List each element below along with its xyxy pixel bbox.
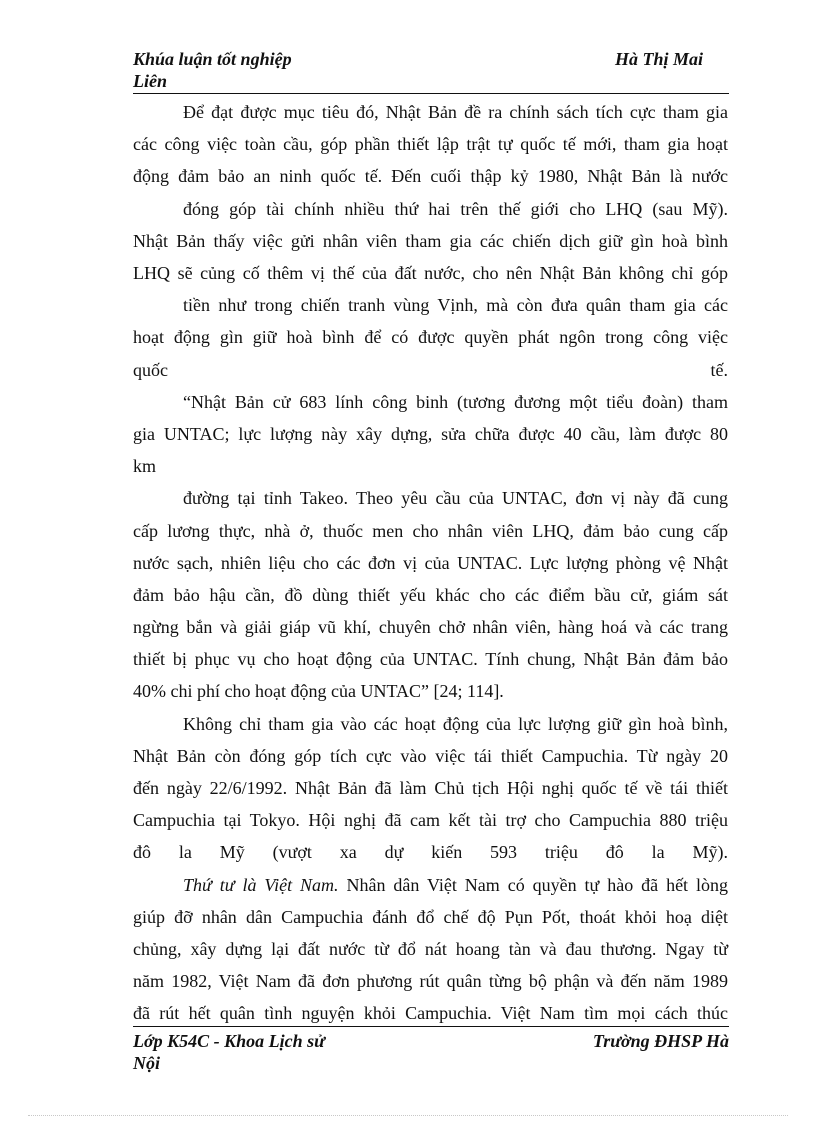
italic-lead-text: Thứ tư là Việt Nam.: [183, 875, 339, 895]
body-line-rest: Nhân dân Việt Nam có quyền tự hào đã hết lòng: [346, 875, 728, 895]
body-line: năm 1982, Việt Nam đã đơn phương rút quân từng bộ phận và đến năm 1989: [133, 971, 728, 991]
body-line-italic-lead: [183, 873, 728, 897]
body-line: Để đạt được mục tiêu đó, Nhật Bản đề ra chính sách tích cực tham gia: [183, 102, 728, 122]
quote-line: đảm bảo hậu cần, đồ dùng thiết yếu khác cho các điểm bầu cử, giám sát: [133, 585, 728, 605]
body-line: các công việc toàn cầu, góp phần thiết lập trật tự quốc tế mới, tham gia hoạt: [133, 134, 728, 154]
quote-line: thiết bị phục vụ cho hoạt động của UNTAC. Tính chung, Nhật Bản đảm bảo: [133, 649, 728, 669]
header-author-name-wrap: Liên: [133, 71, 167, 91]
header-thesis-label: Khúa luận tốt nghiệp: [133, 49, 292, 69]
header-author-name: Hà Thị Mai: [614, 49, 703, 69]
quote-line: gia UNTAC; lực lượng này xây dựng, sửa chữa được 40 cầu, làm được 80: [133, 424, 728, 444]
body-line: Không chỉ tham gia vào các hoạt động của lực lượng giữ gìn hoà bình,: [183, 714, 728, 734]
body-line: đô la Mỹ (vượt xa dự kiến 593 triệu đô la Mỹ).: [133, 842, 728, 862]
body-line: Nhật Bản thấy việc gửi nhân viên tham gia các chiến dịch giữ gìn hoà bình: [133, 231, 728, 251]
quote-line: cấp lương thực, nhà ở, thuốc men cho nhân viên LHQ, đảm bảo cung cấp: [133, 521, 728, 541]
body-line: giúp đỡ nhân dân Campuchia đánh đổ chế độ Pụn Pốt, thoát khỏi hoạ diệt: [133, 907, 728, 927]
body-line: Campuchia tại Tokyo. Hội nghị đã cam kết tài trợ cho Campuchia 880 triệu: [133, 810, 728, 830]
body-line: đóng góp tài chính nhiều thứ hai trên thế giới cho LHQ (sau Mỹ).: [183, 199, 728, 219]
quote-line: km: [133, 456, 157, 476]
quote-line: “Nhật Bản cử 683 lính công binh (tương đương một tiểu đoàn) tham: [183, 392, 728, 412]
quote-line: 40% chi phí cho hoạt động của UNTAC” [24; 114].: [133, 681, 504, 701]
page-bottom-dotted-border: [28, 1115, 788, 1116]
quote-line: đường tại tỉnh Takeo. Theo yêu cầu của UNTAC, đơn vị này đã cung: [183, 488, 728, 508]
body-line: LHQ sẽ củng cố thêm vị thế của đất nước, cho nên Nhật Bản không chỉ góp: [133, 263, 728, 283]
footer-class-label: Lớp K54C - Khoa Lịch sử: [133, 1031, 325, 1051]
body-line: Nhật Bản còn đóng góp tích cực vào việc tái thiết Campuchia. Từ ngày 20: [133, 746, 728, 766]
footer-university-label: Trường ĐHSP Hà: [592, 1031, 729, 1051]
quote-line: nước sạch, nhiên liệu cho các đơn vị của UNTAC. Lực lượng phòng vệ Nhật: [133, 553, 728, 573]
header-rule: [133, 93, 729, 94]
body-line: tiền như trong chiến tranh vùng Vịnh, mà còn đưa quân tham gia các: [183, 295, 728, 315]
body-line: đến ngày 22/6/1992. Nhật Bản đã làm Chủ tịch Hội nghị quốc tế về tái thiết: [133, 778, 728, 798]
footer-university-wrap: Nội: [133, 1053, 160, 1073]
body-line: động đảm bảo an ninh quốc tế. Đến cuối thập kỷ 1980, Nhật Bản là nước: [133, 166, 728, 186]
body-line: chủng, xây dựng lại đất nước từ đổ nát hoang tàn và đau thương. Ngay từ: [133, 939, 728, 959]
body-line: hoạt động gìn giữ hoà bình để có được quyền phát ngôn trong công việc: [133, 327, 728, 347]
body-line: quốc tế.: [133, 360, 728, 380]
footer-rule: [133, 1026, 729, 1027]
quote-line: ngừng bắn và giải giáp vũ khí, chuyên chở nhân viên, hàng hoá và các trang: [133, 617, 728, 637]
body-line: đã rút hết quân tình nguyện khỏi Campuchia. Việt Nam tìm mọi cách thúc: [133, 1003, 728, 1023]
